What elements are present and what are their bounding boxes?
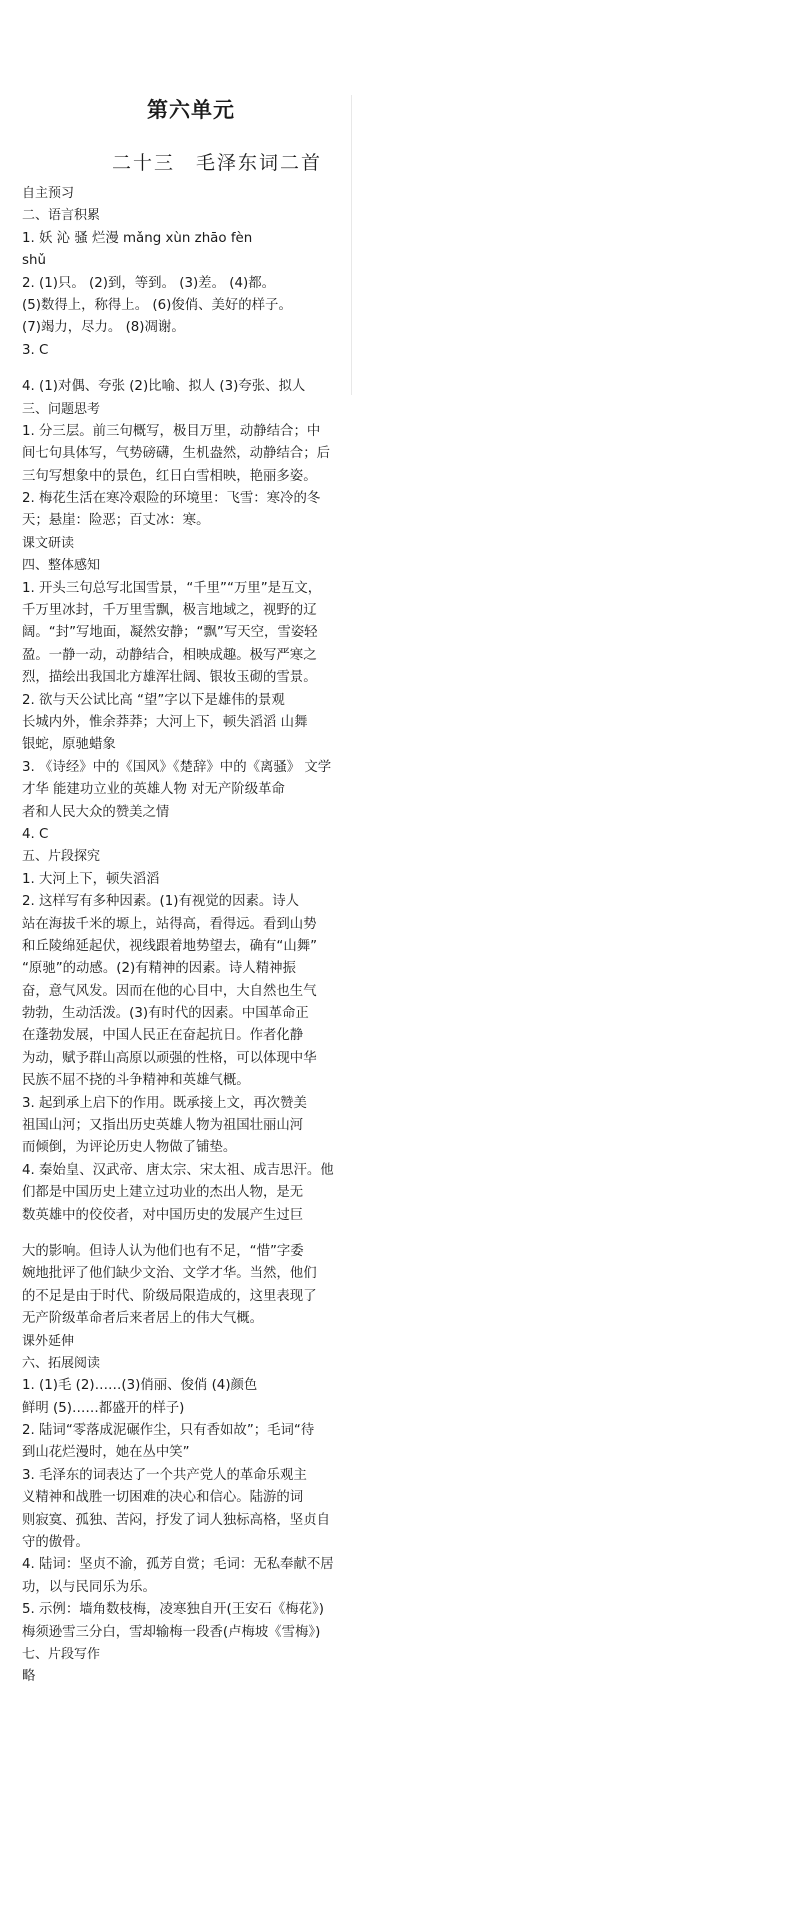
section-heading: 自主预习: [22, 186, 75, 201]
answer-line: (7)竭力，尽力。 (8)凋谢。: [22, 320, 185, 336]
answer-line: 阔。“封”写地面，凝然安静；“飘”写天空，雪姿轻: [22, 625, 318, 641]
answer-line: 3. 《诗经》中的《国风》《楚辞》中的《离骚》 文学: [22, 759, 332, 775]
answer-page: [22, 0, 352, 1920]
section-heading: 四、整体感知: [22, 558, 101, 574]
answer-line: 4. C: [22, 826, 49, 842]
answer-line: 而倾倒，为评论历史人物做了铺垫。: [22, 1140, 237, 1156]
answer-line: 们都是中国历史上建立过功业的杰出人物，是无: [22, 1185, 304, 1201]
answer-line: 1. 大河上下，顿失滔滔: [22, 871, 160, 887]
section-heading: 二、语言积累: [22, 208, 101, 224]
answer-line: 大的影响。但诗人认为他们也有不足，“惜”字委: [22, 1243, 304, 1259]
section-heading: 六、拓展阅读: [22, 1355, 101, 1371]
answer-line: 2. 欲与天公试比高 “望”字以下是雄伟的景观: [22, 692, 285, 708]
answer-line: 银蛇，原驰蜡象: [22, 737, 116, 753]
lesson-title: 二十三 毛泽东词二首: [112, 152, 323, 174]
answer-line: 为动，赋予群山高原以顽强的性格，可以体现中华: [22, 1050, 317, 1066]
answer-line: 奋，意气风发。因而在他的心目中，大自然也生气: [22, 983, 317, 999]
answer-line: 4. (1)对偶、夸张 (2)比喻、拟人 (3)夸张、拟人: [22, 379, 306, 395]
answer-line: 守的傲骨。: [22, 1535, 89, 1551]
answer-line: 3. C: [22, 342, 49, 358]
answer-line: 2. 陆词“零落成泥碾作尘，只有香如故”；毛词“待: [22, 1423, 315, 1439]
answer-line: (5)数得上，称得上。 (6)俊俏、美好的样子。: [22, 297, 292, 313]
section-heading: 课外延伸: [22, 1333, 75, 1349]
answer-line: 略: [22, 1669, 36, 1685]
answer-line: 数英雄中的佼佼者，对中国历史的发展产生过巨: [22, 1207, 304, 1223]
answer-line: 2. (1)只。 (2)到，等到。 (3)差。 (4)都。: [22, 275, 275, 291]
answer-line: 梅须逊雪三分白，雪却输梅一段香(卢梅坡《雪梅》): [22, 1624, 321, 1640]
answer-line: 义精神和战胜一切困难的决心和信心。陆游的词: [22, 1490, 304, 1506]
answer-text-body: [22, 183, 352, 1689]
answer-line: shǔ: [22, 253, 46, 269]
answer-line: 1. 分三层。前三句概写，极目万里，动静结合；中: [22, 423, 321, 439]
answer-line: 4. 秦始皇、汉武帝、唐太宗、宋太祖、成吉思汗。他: [22, 1162, 334, 1178]
answer-line: 者和人民大众的赞美之情: [22, 804, 170, 820]
answer-line: 1. (1)毛 (2)……(3)俏丽、俊俏 (4)颜色: [22, 1378, 258, 1394]
answer-line: 2. 梅花生活在寒冷艰险的环境里：飞雪：寒冷的冬: [22, 491, 321, 507]
answer-line: 婉地批评了他们缺少文治、文学才华。当然，他们: [22, 1266, 317, 1282]
answer-line: 烈，描绘出我国北方雄浑壮阔、银妆玉砌的雪景。: [22, 670, 317, 686]
answer-line: 才华 能建功立业的英雄人物 对无产阶级革命: [22, 782, 285, 798]
answer-line: 勃勃，生动活泼。(3)有时代的因素。中国革命正: [22, 1006, 309, 1022]
answer-line: 千万里冰封，千万里雪飘，极言地域之，视野的辽: [22, 603, 317, 619]
answer-line: 3. 起到承上启下的作用。既承接上文，再次赞美: [22, 1095, 307, 1111]
answer-line: 功，以与民同乐为乐。: [22, 1579, 156, 1595]
answer-line: 5. 示例：墙角数枝梅，凌寒独自开(王安石《梅花》): [22, 1602, 324, 1618]
answer-line: 无产阶级革命者后来者居上的伟大气概。: [22, 1311, 264, 1327]
section-heading: 五、片段探究: [22, 849, 101, 865]
section-heading: 七、片段写作: [22, 1647, 101, 1662]
answer-line: 3. 毛泽东的词表达了一个共产党人的革命乐观主: [22, 1467, 307, 1483]
section-heading: 课文研读: [22, 535, 75, 551]
answer-line: 到山花烂漫时，她在丛中笑”: [22, 1445, 190, 1461]
answer-line: 则寂寞、孤独、苦闷，抒发了词人独标高格，坚贞自: [22, 1512, 330, 1528]
answer-line: 和丘陵绵延起伏，视线跟着地势望去，确有“山舞”: [22, 938, 318, 954]
answer-line: 祖国山河；又指出历史英雄人物为祖国壮丽山河: [22, 1118, 304, 1134]
answer-line: 站在海拔千米的塬上，站得高，看得远。看到山势: [22, 916, 317, 932]
unit-title: 第六单元: [147, 97, 235, 122]
answer-line: 三句写想象中的景色，红日白雪相映，艳丽多姿。: [22, 468, 317, 484]
answer-line: 天；悬崖：险恶；百丈冰：寒。: [22, 513, 210, 529]
answer-line: 1. 开头三句总写北国雪景，“千里”“万里”是互文，: [22, 580, 322, 596]
answer-line: 盈。一静一动，动静结合，相映成趣。极写严寒之: [22, 647, 317, 663]
answer-line: 长城内外，惟余莽莽；大河上下，顿失滔滔 山舞: [22, 714, 308, 730]
answer-line: 民族不屈不挠的斗争精神和英雄气概。: [22, 1073, 250, 1089]
answer-line: 在蓬勃发展，中国人民正在奋起抗日。作者化静: [22, 1028, 304, 1044]
answer-line: 1. 妖 沁 骚 烂漫 mǎng xùn zhāo fèn: [22, 230, 253, 246]
answer-line: 鲜明 (5)……都盛开的样子): [22, 1400, 185, 1416]
answer-line: 4. 陆词：坚贞不渝，孤芳自赏；毛词：无私奉献不居: [22, 1557, 334, 1573]
answer-line: 2. 这样写有多种因素。(1)有视觉的因素。诗人: [22, 894, 300, 910]
section-heading: 三、问题思考: [22, 401, 101, 417]
answer-line: 的不足是由于时代、阶级局限造成的，这里表现了: [22, 1288, 317, 1304]
answer-line: 间七句具体写，气势磅礴，生机盎然，动静结合；后: [22, 446, 330, 462]
answer-line: “原驰”的动感。(2)有精神的因素。诗人精神振: [22, 961, 296, 977]
